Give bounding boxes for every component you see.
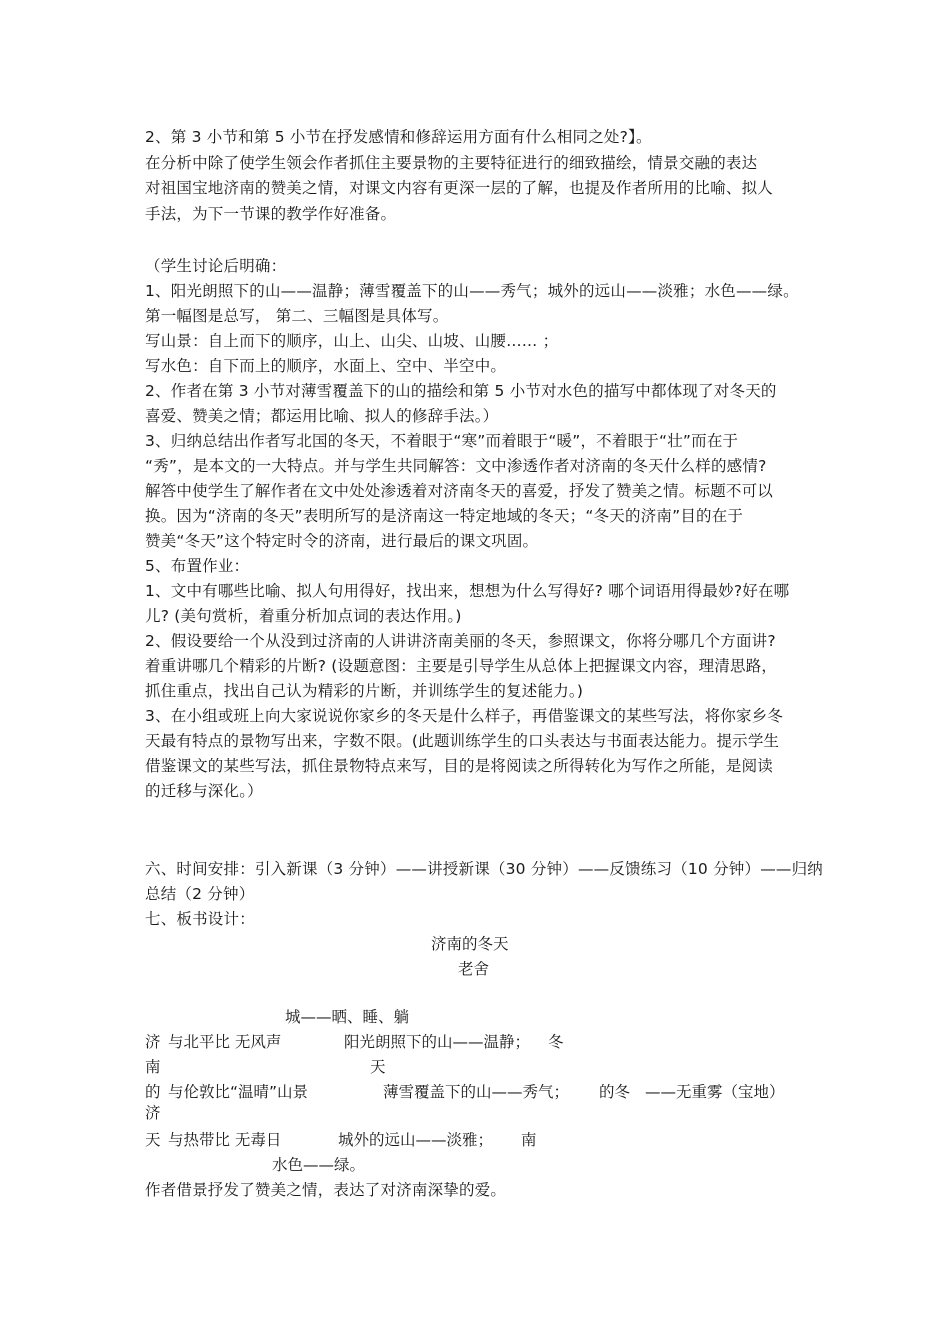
board-title: 济南的冬天 xyxy=(431,935,509,953)
body-text-line: 1、文中有哪些比喻、拟人句用得好，找出来，想想为什么写得好? 哪个词语用得最妙?好在哪 xyxy=(145,582,790,600)
body-text-line: 赞美“冬天”这个特定时令的济南，进行最后的课文巩固。 xyxy=(145,532,539,550)
board-comparison: 与伦敦比“温晴”山景 xyxy=(168,1083,309,1101)
body-text-line: 在分析中除了使学生领会作者抓住主要景物的主要特征进行的细致描绘，情景交融的表达 xyxy=(145,154,758,172)
board-comparison: 与北平比 无风声 xyxy=(168,1033,282,1051)
body-text-line: 换。因为“济南的冬天”表明所写的是济南这一特定地域的冬天；“冬天的济南”目的在于 xyxy=(145,507,744,525)
body-text-line: 着重讲哪几个精彩的片断? (设题意图：主要是引导学生从总体上把握课文内容，理清思路， xyxy=(145,657,778,675)
body-text-line: 借鉴课文的某些写法，抓住景物特点来写，目的是将阅读之所得转化为写作之所能，是阅读 xyxy=(145,757,774,775)
board-left-char: 天 xyxy=(145,1131,161,1149)
board-left-char: 济 xyxy=(145,1104,161,1122)
body-text-line: （学生讨论后明确： xyxy=(145,257,287,275)
board-left-char: 南 xyxy=(145,1058,161,1076)
body-text-line: “秀”，是本文的一大特点。并与学生共同解答：文中渗透作者对济南的冬天什么样的感情? xyxy=(145,457,767,475)
body-text-line: 喜爱、赞美之情；都运用比喻、拟人的修辞手法。） xyxy=(145,407,499,425)
board-scene: 阳光朗照下的山——温静； xyxy=(344,1033,531,1051)
body-text-line: 1、阳光朗照下的山——温静；薄雪覆盖下的山——秀气；城外的远山——淡雅；水色——绿。 xyxy=(145,282,799,300)
body-text-line: 的迁移与深化。） xyxy=(145,782,263,800)
board-tian: 天 xyxy=(370,1058,386,1076)
body-text-line: 天最有特点的景物写出来，字数不限。(此题训练学生的口头表达与书面表达能力。提示学生 xyxy=(145,732,780,750)
body-text-line: 写水色：自下而上的顺序，水面上、空中、半空中。 xyxy=(145,357,507,375)
body-text-line: 3、在小组或班上向大家说说你家乡的冬天是什么样子，再借鉴课文的某些写法，将你家乡冬 xyxy=(145,707,784,725)
body-text-line: 3、归纳总结出作者写北国的冬天，不着眼于“寒”而着眼于“暖”，不着眼于“壮”而在于 xyxy=(145,432,739,450)
board-scene: 薄雪覆盖下的山——秀气； xyxy=(383,1083,570,1101)
board-conclusion: 作者借景抒发了赞美之情，表达了对济南深挚的爱。 xyxy=(145,1181,507,1199)
board-no-fog: ——无重雾（宝地） xyxy=(645,1083,785,1101)
body-text-line: 抓住重点，找出自己认为精彩的片断，并训练学生的复述能力。) xyxy=(145,682,584,700)
time-line: 总结（2 分钟） xyxy=(145,885,255,903)
board-scene: 城外的远山——淡雅； xyxy=(338,1131,494,1149)
board-nan: 南 xyxy=(521,1131,537,1149)
body-text-line: 2、假设要给一个从没到过济南的人讲讲济南美丽的冬天，参照课文，你将分哪几个方面讲? xyxy=(145,632,776,650)
body-text-line: 手法，为下一节课的教学作好准备。 xyxy=(145,205,397,223)
body-text-line: 对祖国宝地济南的赞美之情，对课文内容有更深一层的了解，也提及作者所用的比喻、拟人 xyxy=(145,179,774,197)
board-de-dong: 的冬 xyxy=(599,1083,631,1101)
body-text-line: 5、布置作业： xyxy=(145,557,250,575)
board-left-char: 的 xyxy=(145,1083,161,1101)
body-text-line: 儿? (美句赏析，着重分析加点词的表达作用。) xyxy=(145,607,462,625)
body-text-line: 解答中使学生了解作者在文中处处渗透着对济南冬天的喜爱，抒发了赞美之情。标题不可以 xyxy=(145,482,774,500)
board-left-char: 济 xyxy=(145,1033,161,1051)
body-text-line: 第一幅图是总写， 第二、三幅图是具体写。 xyxy=(145,307,449,325)
board-comparison: 与热带比 无毒日 xyxy=(168,1131,282,1149)
board-heading: 七、板书设计： xyxy=(145,910,255,928)
body-text-line: 2、作者在第 3 小节对薄雪覆盖下的山的描绘和第 5 小节对水色的描写中都体现了对冬天的 xyxy=(145,382,777,400)
board-author: 老舍 xyxy=(458,960,490,978)
body-text-line: 写山景：自上而下的顺序，山上、山尖、山坡、山腰…… ； xyxy=(145,332,559,350)
board-dong: 冬 xyxy=(548,1033,564,1051)
board-scene: 水色——绿。 xyxy=(272,1156,366,1174)
board-city-line: 城——晒、睡、躺 xyxy=(285,1008,410,1026)
question-line: 2、第 3 小节和第 5 小节在抒发感情和修辞运用方面有什么相同之处?】。 xyxy=(145,128,652,146)
time-line: 六、时间安排：引入新课（3 分钟）——讲授新课（30 分钟）——反馈练习（10 分钟）——归纳 xyxy=(145,860,823,878)
